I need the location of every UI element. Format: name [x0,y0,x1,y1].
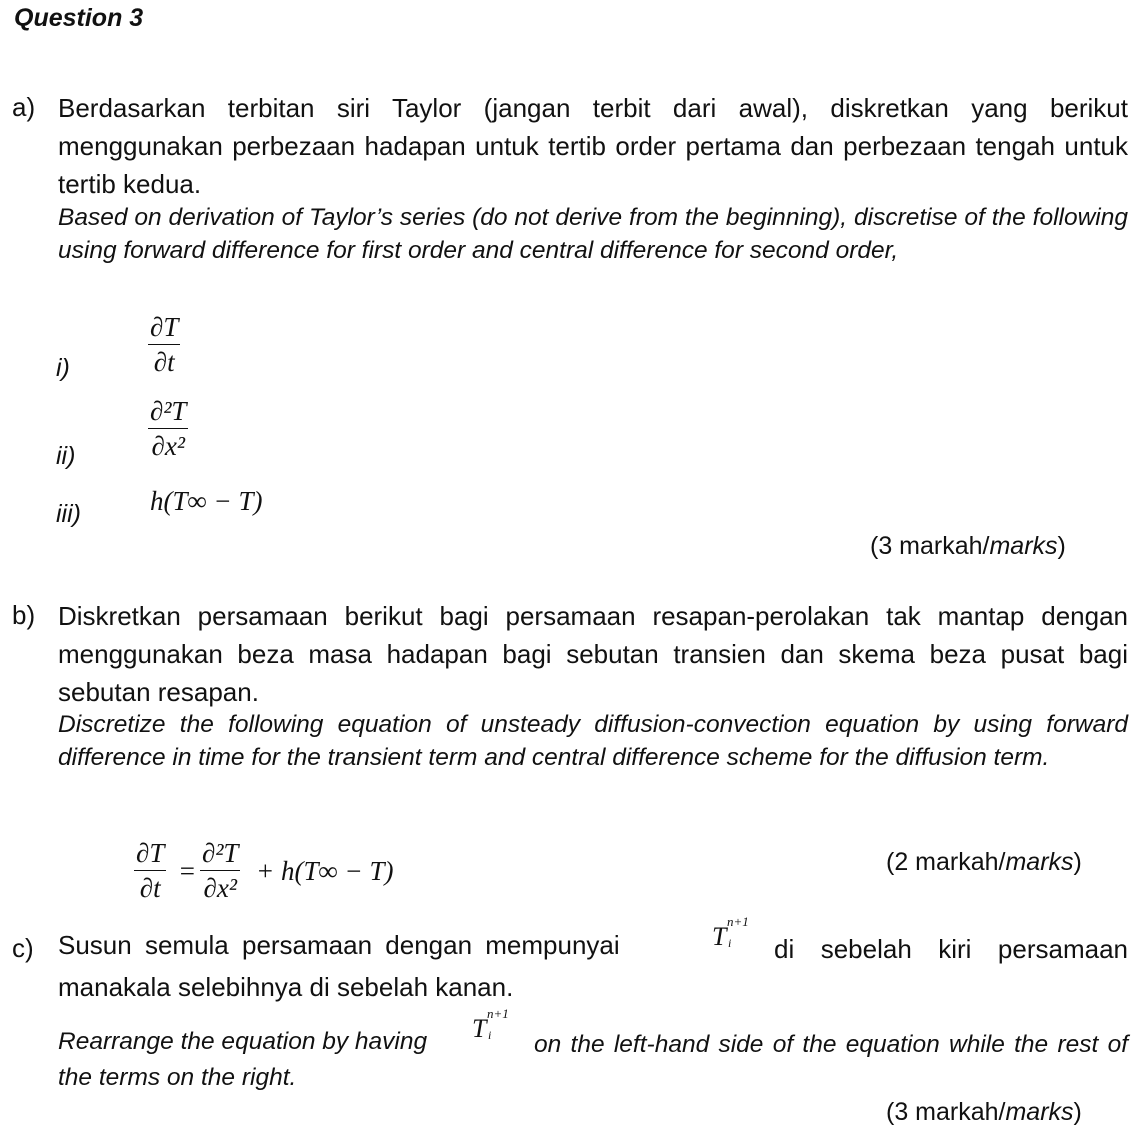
part-b-label: b) [12,600,36,630]
item-i-numerator: ∂T [148,312,180,345]
equation-rhs-numerator: ∂²T [200,838,240,871]
part-c-english-line-2: on the left-hand side of the equation while the rest of the terms on the right. [58,1031,1128,1091]
part-a-english-text: Based on derivation of Taylor’s series (do not derive from the beginning), discretise of the following using forward difference for first order and central difference for second order, [58,204,1128,264]
part-b-marks: (2 markah/marks) [886,848,1082,876]
item-ii-fraction [148,396,188,461]
part-b-malay-text: Diskretkan persamaan berikut bagi persamaan resapan-perolakan tak mantap dengan menggunakan beza masa hadapan bagi sebutan transien dan skema beza pusat bagi sebutan resapan. [58,601,1128,707]
item-i-fraction [148,312,180,377]
equation-equals-sign: = [178,856,197,886]
item-i-denominator: ∂t [153,347,175,377]
part-a-malay-text: Berdasarkan terbitan siri Taylor (jangan terbit dari awal), diskretkan yang berikut menggunakan perbezaan hadapan untuk tertib order pertama dan perbezaan tengah untuk tertib kedua. [58,93,1128,199]
part-b-english-text: Discretize the following equation of unsteady diffusion-convection equation by using forward difference in time for the transient term and central difference scheme for the diffusion term. [58,711,1128,771]
t-i-n-plus-1-symbol-english: T n+1 i [472,1006,509,1043]
part-a-label: a) [12,92,36,122]
item-ii-label: ii) [56,442,76,470]
item-ii-denominator: ∂x² [151,431,185,461]
part-a-marks: (3 markah/marks) [870,532,1066,560]
equation-rhs-denominator: ∂x² [203,873,237,903]
question-title: Question 3 [14,4,144,32]
equation-lhs-numerator: ∂T [134,838,166,871]
part-c-english-line-1: Rearrange the equation by having [58,1028,428,1055]
t-i-n-plus-1-symbol-malay: T n+1 i [712,914,749,951]
item-iii-expression: h(T∞ − T) [150,486,263,516]
part-c-malay-line-1: Susun semula persamaan dengan mempunyai [58,930,620,960]
item-ii-numerator: ∂²T [148,396,188,429]
part-c-malay-line-2: di sebelah kiri persamaan manakala selebihnya di sebelah kanan. [58,934,1128,1002]
equation-lhs-denominator: ∂t [139,873,161,903]
part-c-label: c) [12,933,34,963]
item-iii-label: iii) [56,500,81,528]
equation-rhs-fraction [200,838,240,903]
part-c-marks: (3 markah/marks) [886,1098,1082,1126]
equation-convection-term: + h(T∞ − T) [256,856,394,886]
item-i-label: i) [56,354,70,382]
equation-lhs-fraction [134,838,166,903]
